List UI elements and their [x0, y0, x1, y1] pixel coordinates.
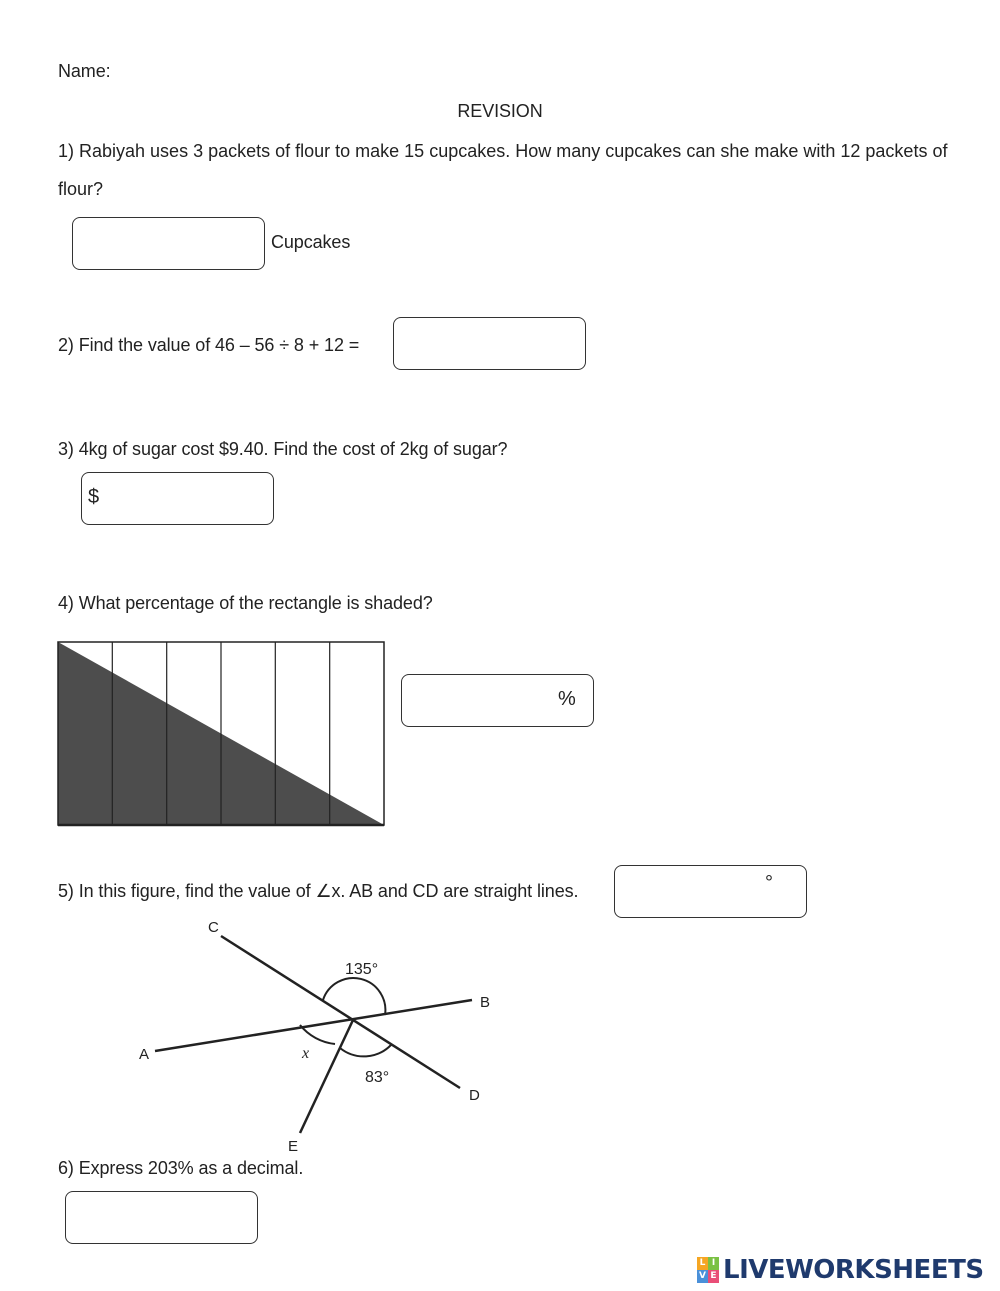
name-label: Name:: [58, 61, 111, 81]
angle-figure: [0, 900, 520, 1160]
question-4-text: 4) What percentage of the rectangle is shaded?: [58, 593, 433, 613]
liveworksheets-icon: [697, 1257, 719, 1283]
liveworksheets-logo: [697, 1253, 984, 1287]
angle-83-label: 83°: [365, 1069, 390, 1086]
angle-arc-135: [323, 978, 385, 1015]
q3-dollar-prefix: $: [88, 486, 100, 508]
q2-answer-input[interactable]: [393, 317, 586, 370]
point-e-label: E: [288, 1138, 299, 1155]
logo-letter-e: E: [708, 1270, 719, 1283]
question-5-text: 5) In this figure, find the value of ∠x. AB and CD are straight lines.: [58, 881, 579, 901]
q1-unit-label: Cupcakes: [271, 232, 351, 252]
q4-percent-suffix: %: [558, 688, 576, 710]
question-2-text: 2) Find the value of 46 – 56 ÷ 8 + 12 =: [58, 335, 360, 355]
q5-degree-suffix: °: [765, 872, 773, 894]
angle-arc-83: [340, 1045, 391, 1056]
angle-x-label: x: [302, 1045, 310, 1062]
question-6-text: 6) Express 203% as a decimal.: [58, 1158, 304, 1178]
logo-letter-l: L: [697, 1257, 708, 1270]
shaded-rectangle-figure: [56, 640, 388, 828]
point-a-label: A: [139, 1046, 150, 1063]
q6-answer-input[interactable]: [65, 1191, 258, 1244]
question-1-text: 1) Rabiyah uses 3 packets of flour to make 15 cupcakes. How many cupcakes can she make with 12 packets of flour?: [58, 141, 948, 199]
angle-135-label: 135°: [345, 961, 379, 978]
logo-letter-v: V: [697, 1270, 708, 1283]
q4-answer-input[interactable]: [401, 674, 594, 727]
point-b-label: B: [480, 994, 491, 1011]
q1-answer-input[interactable]: [72, 217, 265, 270]
point-c-label: C: [208, 919, 219, 936]
line-e: [300, 1020, 353, 1133]
q5-answer-input[interactable]: [614, 865, 807, 918]
page-title: REVISION: [457, 101, 543, 121]
q3-answer-input[interactable]: [81, 472, 274, 525]
line-ab: [155, 1000, 472, 1051]
line-cd: [221, 936, 460, 1088]
brand-name: LIVEWORKSHEETS: [723, 1255, 984, 1285]
logo-letter-i: I: [708, 1257, 719, 1270]
question-3-text: 3) 4kg of sugar cost $9.40. Find the cost of 2kg of sugar?: [58, 439, 508, 459]
point-d-label: D: [469, 1087, 480, 1104]
